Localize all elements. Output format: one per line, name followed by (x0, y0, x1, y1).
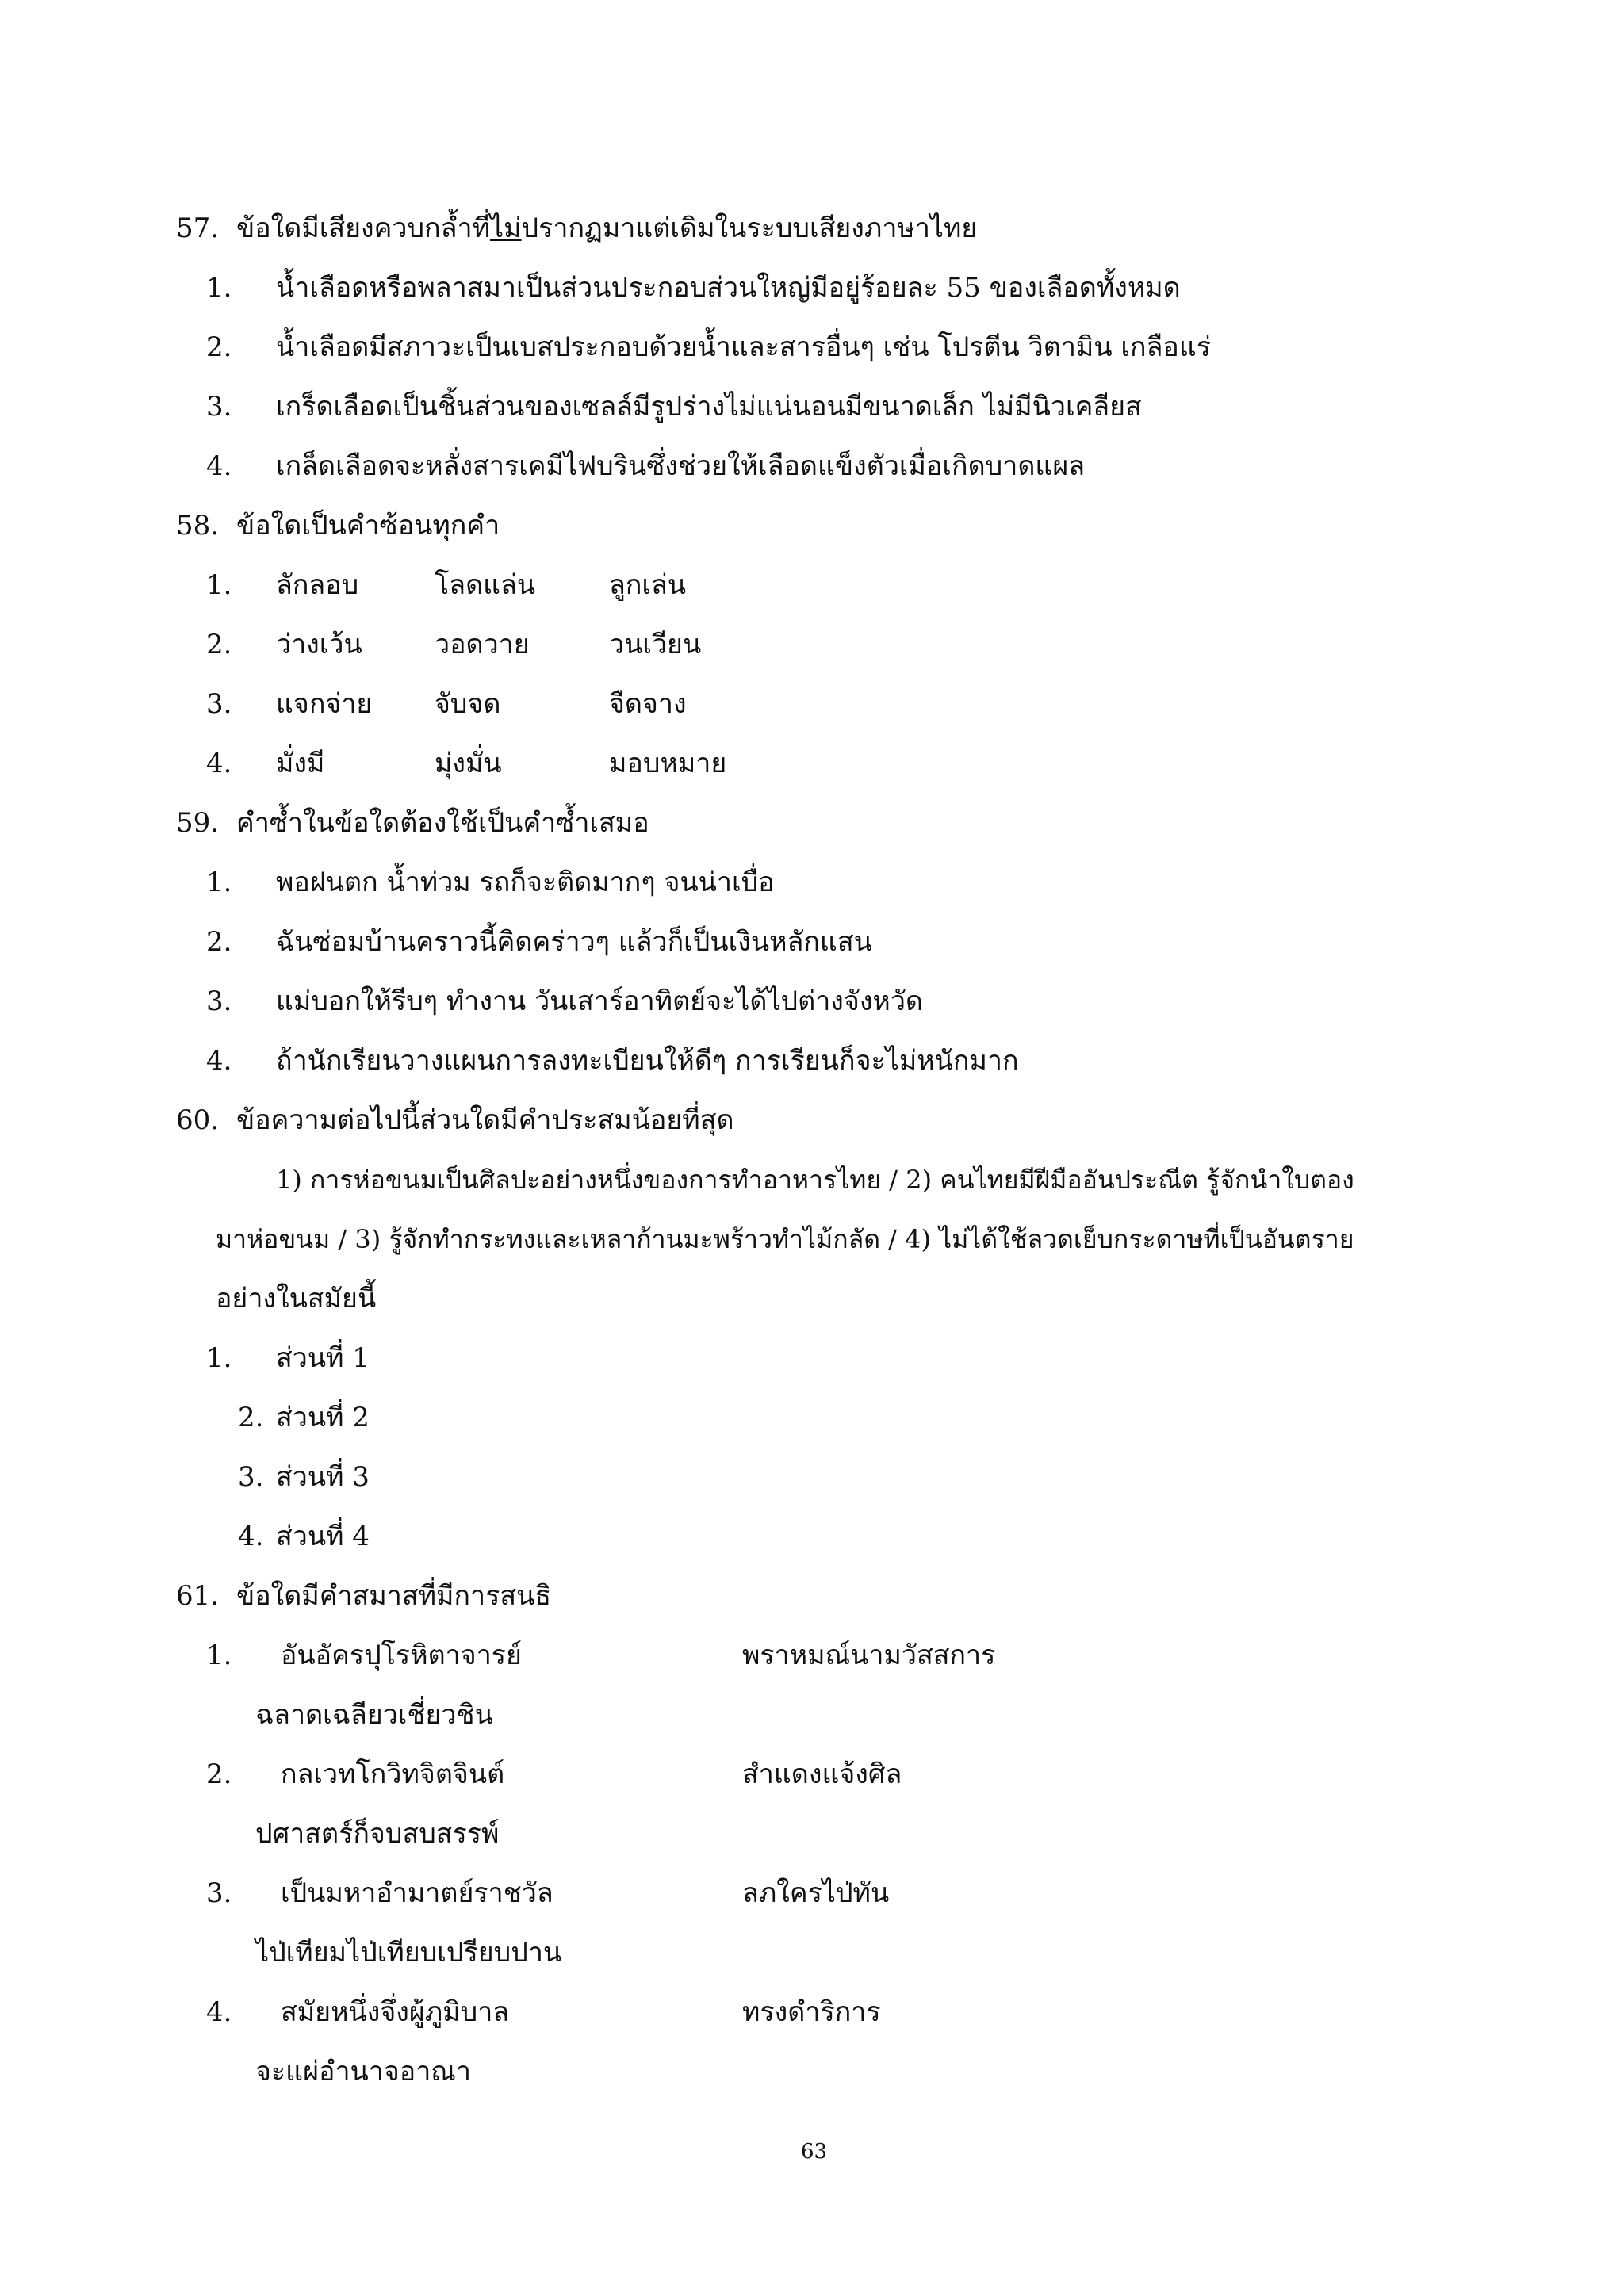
question-text: ข้อใดเป็นคำซ้อนทุกคำ (236, 510, 500, 541)
option-text: เกร็ดเลือดเป็นชิ้นส่วนของเซลล์มีรูปร่างไม่แน่นอนมีขนาดเล็ก ไม่มีนิวเคลียส (276, 391, 1142, 423)
option-text: น้ำเลือดหรือพลาสมาเป็นส่วนประกอบส่วนใหญ่มีอยู่ร้อยละ 55 ของเลือดทั้งหมด (276, 272, 1181, 304)
passage-text: อย่างในสมัยนี้ (216, 1283, 377, 1314)
option-text: ส่วนที่ 3 (276, 1461, 370, 1493)
option-word: ว่างเว้น (276, 629, 362, 660)
verse-right: สำแดงแจ้งศิล (742, 1758, 902, 1790)
option-word: มอบหมาย (609, 748, 727, 779)
question-number: 59. (176, 807, 220, 839)
option-number: 4. (206, 450, 232, 482)
option-word: มั่งมี (276, 748, 325, 779)
verse-right: พราหมณ์นามวัสสการ (742, 1640, 996, 1671)
option-number: 1. (206, 569, 232, 601)
question-number: 57. (176, 212, 220, 244)
option-text: ส่วนที่ 2 (276, 1402, 370, 1433)
option-number: 2. (206, 1758, 232, 1790)
option-text: น้ำเลือดมีสภาวะเป็นเบสประกอบด้วยน้ำและสารอื่นๆ เช่น โปรตีน วิตามิน เกลือแร่ (276, 331, 1212, 363)
option-number: 2. (206, 331, 232, 363)
option-word: จืดจาง (609, 688, 687, 720)
option-word: ลูกเล่น (609, 569, 687, 601)
question-text: ข้อใดมีคำสมาสที่มีการสนธิ (236, 1580, 552, 1612)
option-number: 4. (206, 1045, 232, 1077)
option-word: แจกจ่าย (276, 688, 373, 720)
option-text: ส่วนที่ 4 (276, 1521, 370, 1552)
option-number: 1. (206, 272, 232, 304)
underlined-word: ไม่ (490, 212, 522, 244)
option-text: แม่บอกให้รีบๆ ทำงาน วันเสาร์อาทิตย์จะได้ไปต่างจังหวัด (276, 985, 923, 1017)
question-number: 61. (176, 1580, 220, 1612)
question-text (236, 211, 977, 246)
option-text: พอฝนตก น้ำท่วม รถก็จะติดมากๆ จนน่าเบื่อ (276, 867, 775, 898)
option-text: ส่วนที่ 1 (276, 1342, 370, 1374)
option-number: 1. (206, 1342, 232, 1374)
option-word: โลดแล่น (435, 569, 536, 601)
option-word: ลักลอบ (276, 569, 359, 601)
option-number: 3. (238, 1461, 264, 1493)
verse-second: ปศาสตร์ก็จบสบสรรพ์ (255, 1818, 500, 1850)
option-number: 4. (238, 1521, 264, 1552)
verse-left: เป็นมหาอำมาตย์ราชวัล (281, 1877, 553, 1909)
question-number: 58. (176, 510, 220, 541)
option-text: เกล็ดเลือดจะหลั่งสารเคมีไฟบรินซึ่งช่วยให้เลือดแข็งตัวเมื่อเกิดบาดแผล (276, 450, 1086, 482)
option-number: 3. (206, 391, 232, 423)
option-number: 1. (206, 867, 232, 898)
verse-left: อันอัครปุโรหิตาจารย์ (281, 1640, 522, 1671)
option-word: วนเวียน (609, 629, 702, 660)
passage-text: 1) การห่อขนมเป็นศิลปะอย่างหนึ่งของการทำอาหารไทย / 2) คนไทยมีฝีมืออันประณีต รู้จักนำใบตอง (276, 1165, 1354, 1195)
option-number: 2. (206, 629, 232, 660)
question-text: ข้อความต่อไปนี้ส่วนใดมีคำประสมน้อยที่สุด (236, 1104, 734, 1136)
option-number: 3. (206, 985, 232, 1017)
option-word: มุ่งมั่น (435, 748, 502, 779)
question-text-post: ปรากฏมาแต่เดิมในระบบเสียงภาษาไทย (521, 212, 978, 244)
option-word: จับจด (435, 688, 501, 720)
option-number: 2. (206, 926, 232, 958)
page-number: 63 (801, 2140, 828, 2164)
verse-second: จะแผ่อำนาจอาณา (255, 2056, 471, 2087)
option-word: วอดวาย (435, 629, 530, 660)
question-number: 60. (176, 1104, 220, 1136)
option-text: ถ้านักเรียนวางแผนการลงทะเบียนให้ดีๆ การเรียนก็จะไม่หนักมาก (276, 1045, 1019, 1077)
passage-text: มาห่อขนม / 3) รู้จักทำกระทงและเหลาก้านมะพร้าวทำไม้กลัด / 4) ไม่ได้ใช้ลวดเย็บกระดาษที่เป็นอันตราย (216, 1224, 1354, 1254)
option-number: 4. (206, 1996, 232, 2028)
option-number: 3. (206, 1877, 232, 1909)
verse-second: ไป่เทียมไป่เทียบเปรียบปาน (255, 1937, 562, 1969)
verse-second: ฉลาดเฉลียวเชี่ยวชิน (255, 1699, 493, 1731)
verse-left: กลเวทโกวิทจิตจินต์ (281, 1758, 505, 1790)
option-number: 4. (206, 748, 232, 779)
option-number: 2. (238, 1402, 264, 1433)
option-text: ฉันซ่อมบ้านคราวนี้คิดคร่าวๆ แล้วก็เป็นเงินหลักแสน (276, 926, 872, 958)
option-number: 1. (206, 1640, 232, 1671)
verse-right: ลภใครไป่ทัน (742, 1877, 890, 1909)
question-text: คำซ้ำในข้อใดต้องใช้เป็นคำซ้ำเสมอ (236, 807, 649, 839)
verse-right: ทรงดำริการ (742, 1996, 881, 2028)
question-text-pre: ข้อใดมีเสียงควบกล้ำที่ (236, 212, 490, 244)
verse-left: สมัยหนึ่งจึ่งผู้ภูมิบาล (281, 1996, 510, 2028)
option-number: 3. (206, 688, 232, 720)
